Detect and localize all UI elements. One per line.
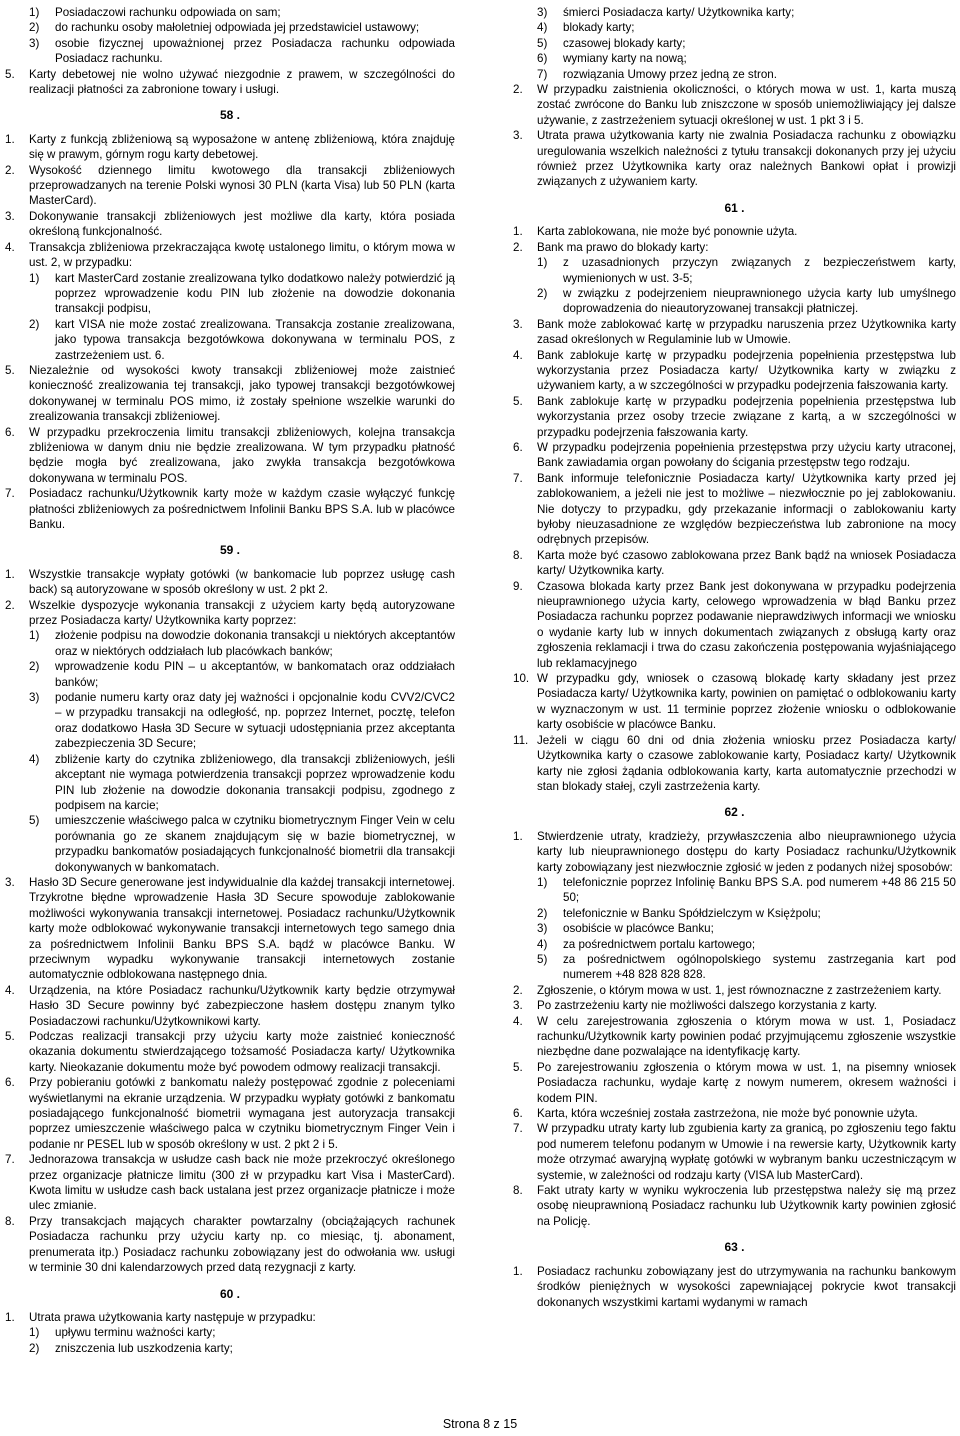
numbered-paragraph <box>513 671 956 733</box>
numbered-paragraph <box>5 1310 455 1325</box>
item-number: 5) <box>29 814 40 828</box>
numbered-paragraph <box>5 486 455 532</box>
sub-item <box>5 628 455 659</box>
section-heading: 61 . <box>724 200 745 215</box>
item-number: 7. <box>513 1122 523 1136</box>
item-number: 3) <box>29 691 40 705</box>
item-text: W przypadku gdy, wniosek o czasową blokadę karty składany jest przez Posiadacza karty/ Użytkownika karty, powinien on pamiętać o odblokowaniu karty w wyznaczonym w ust. 11 terminie poprzez złożenie wniosku o odblokowanie karty osobiście w placówce Banku. <box>537 672 956 732</box>
item-text: złożenie podpisu na dowodzie dokonania transakcji u niektórych akceptantów oraz w niektórych oddziałach lub placówkach banków; <box>55 629 455 658</box>
item-text: blokady karty; <box>563 21 635 35</box>
item-text: Czasowa blokada karty przez Bank jest dokonywana w przypadku podejrzenia nieuprawnionego użycia karty, celowego wprowadzenia w błąd Banku przez Posiadacza rachunku poprzez podawanie nieprawdziwych informacji we wniosku o wydanie karty lub w innych dokumentach związanych z obsługą karty oraz zgłoszenia reklamacji i trwa do czasu zakończenia postępowania wyjaśniającego lub reklamacyjnego <box>537 579 956 670</box>
numbered-paragraph <box>5 163 455 209</box>
item-number: 7. <box>513 471 523 485</box>
page-footer: Strona 8 z 15 <box>442 1417 518 1431</box>
sub-item <box>5 690 455 752</box>
section-heading: 59 . <box>219 543 240 558</box>
numbered-paragraph <box>5 983 455 1029</box>
item-text: Bank zablokuje kartę w przypadku podejrzenia popełnienia przestępstwa lub wykorzystania przez osoby trzecie związane z kartą, a w szczególności w przypadku podejrzenia fałszowania karty. <box>537 394 956 439</box>
item-number: 1. <box>5 132 15 146</box>
numbered-paragraph <box>513 128 956 190</box>
item-text: Bank ma prawo do blokady karty: <box>537 240 709 254</box>
numbered-paragraph <box>5 1029 455 1075</box>
numbered-paragraph <box>5 67 455 98</box>
numbered-paragraph <box>513 317 956 348</box>
numbered-paragraph <box>5 425 455 487</box>
item-number: 8. <box>513 548 523 562</box>
left-column <box>5 5 455 1405</box>
item-text: Bank może zablokować kartę w przypadku naruszenia przez Użytkownika karty zasad określonych w Regulaminie lub w Umowie. <box>537 317 956 347</box>
item-text: z uzasadnionych przyczyn związanych z bezpieczeństwem karty, wymienionych w ust. 3-5; <box>563 256 956 285</box>
item-text: telefonicznie w Banku Spółdzielczym w Księżpolu; <box>563 906 821 920</box>
item-number: 1) <box>537 256 548 270</box>
item-number: 3. <box>513 129 523 143</box>
numbered-paragraph <box>513 1264 956 1310</box>
item-text: Przy pobieraniu gotówki z bankomatu należy postępować zgodnie z poleceniami wyświetlanymi na ekranie urządzenia. W przypadku wypłaty gotówki z bankomatu posiadającego funkcjonalność biometrii wymagana jest autoryzacja transakcji poprzez umieszczenie właściwego palca w czytniku biometrycznym Finger Vein i podanie nr PESEL lub w sposób określony w ust. 2 pkt 2 i 5. <box>29 1076 455 1151</box>
item-text: Bank zablokuje kartę w przypadku podejrzenia popełnienia przestępstwa lub wykorzystania przez Posiadacza karty/ Użytkownika karty w związku z używaniem karty, a w szczególności w przypadku podejrzenia fałszowania karty. <box>537 348 956 393</box>
numbered-paragraph <box>5 132 455 163</box>
numbered-paragraph <box>5 240 455 271</box>
item-number: 11. <box>513 733 529 747</box>
item-number: 5. <box>513 1060 523 1074</box>
numbered-paragraph <box>513 240 956 255</box>
item-number: 2) <box>29 1341 40 1355</box>
item-number: 10. <box>513 672 530 686</box>
item-text: podanie numeru karty oraz daty jej ważności i opcjonalnie kodu CVV2/CVC2 – w przypadku transakcji na odległość, np. poprzez Internet, pocztę, telefon oraz dodatkowo Hasła 3D Secure w sytuacji udostępniania przez akceptanta zabezpieczenia 3D Secure; <box>55 691 455 751</box>
numbered-paragraph <box>513 548 956 579</box>
section-heading: 63 . <box>724 1240 745 1255</box>
item-text: Posiadacz rachunku/Użytkownik karty może w każdym czasie wyłączyć funkcję płatności zbliżeniowych za pośrednictwem Infolinii Banku BPS S.A. lub w placówce Banku. <box>29 487 455 531</box>
item-number: 6) <box>537 52 548 66</box>
item-number: 2) <box>29 21 40 35</box>
item-number: 4) <box>29 752 40 766</box>
item-text: Karty debetowej nie wolno używać niezgodnie z prawem, w szczególności do realizacji płatności za zabronione towary i usługi. <box>29 67 455 97</box>
numbered-paragraph <box>513 829 956 875</box>
sub-item <box>5 1325 455 1340</box>
item-number: 7. <box>5 1153 15 1167</box>
numbered-paragraph <box>513 471 956 548</box>
item-text: W przypadku utraty karty lub zgubienia karty za granicą, po zgłoszeniu tego faktu pod numerem telefonu podanym w Umowie i na rewersie karty, Użytkownik karty może otrzymać awaryjną wypłatę gotówki w wybranym banku uczestniczącym w systemie, w zależności od rodzaju karty (VISA lub MasterCard). <box>537 1122 956 1182</box>
item-text: telefonicznie poprzez Infolinię Banku BPS S.A. pod numerem +48 86 215 50 50; <box>563 875 956 905</box>
item-number: 4. <box>5 240 15 254</box>
item-text: za pośrednictwem ogólnopolskiego systemu zastrzegania kart pod numerem +48 828 828 828. <box>563 952 956 982</box>
numbered-paragraph <box>513 983 956 998</box>
item-number: 2. <box>513 983 523 997</box>
numbered-paragraph <box>513 224 956 239</box>
item-number: 2) <box>537 906 548 920</box>
section-heading: 62 . <box>724 805 745 820</box>
item-text: Wszelkie dyspozycje wykonania transakcji z użyciem karty będą autoryzowane przez Posiadacza karty/ Użytkownika karty poprzez: <box>29 598 455 628</box>
item-number: 3. <box>513 317 523 331</box>
item-text: Fakt utraty karty w wyniku wykroczenia lub przestępstwa należy się mą przez osobę nieuprawnioną Posiadacz rachunku lub Użytkownik karty powinien zgłosić na Policję. <box>537 1184 956 1228</box>
item-text: osobiście w placówce Banku; <box>563 922 714 936</box>
item-number: 6. <box>5 425 15 439</box>
item-number: 5) <box>537 952 548 966</box>
sub-item <box>513 36 956 51</box>
item-text: Utrata prawa użytkowania karty następuje w przypadku: <box>29 1310 316 1324</box>
item-text: W przypadku podejrzenia popełnienia przestępstwa przy użyciu karty utraconej, Bank zawiadamia organ powołany do ścigania przestępstw tego rodzaju. <box>537 440 956 470</box>
item-number: 2. <box>513 240 523 254</box>
sub-item <box>513 921 956 936</box>
numbered-paragraph <box>513 1014 956 1060</box>
item-text: śmierci Posiadacza karty/ Użytkownika karty; <box>563 6 795 19</box>
item-number: 8. <box>5 1214 15 1228</box>
item-number: 2) <box>537 286 548 300</box>
numbered-paragraph <box>513 1060 956 1106</box>
item-number: 6. <box>513 1107 523 1121</box>
item-text: Karta zablokowana, nie może być ponownie użyta. <box>537 225 798 239</box>
item-number: 1. <box>513 225 523 239</box>
sub-item <box>513 51 956 66</box>
item-number: 5. <box>513 394 523 408</box>
item-text: Niezależnie od wysokości kwoty transakcji zbliżeniowej może zaistnieć konieczność zrealizowania tej transakcji, jako typowej transakcji bezgotówkowej dokonywanej w terminalu POS mimo, iż zostały spełnione wszelkie warunki do zrealizowania transakcji zbliżeniowej. <box>29 363 455 424</box>
numbered-paragraph <box>513 1121 956 1183</box>
item-text: Podczas realizacji transakcji przy użyciu karty może zaistnieć konieczność okazania dokumentu stwierdzającego tożsamość Posiadacza karty/ Użytkownika karty. Nieokazanie dokumentu może być powodem odmowy realizacji transakcji. <box>29 1030 455 1074</box>
item-number: 5. <box>5 1030 15 1043</box>
item-number: 3) <box>537 6 548 19</box>
item-text: W celu zarejestrowania zgłoszenia o którym mowa w ust. 1, Posiadacz rachunku/Użytkownik karty powinien podać przyjmującemu zgłoszenie wszystkie niezbędne dane pozwalające na identyfikację karty. <box>537 1014 956 1059</box>
item-text: Hasło 3D Secure generowane jest indywidualnie dla każdej transakcji internetowej. Trzykrotne błędne wprowadzenie Hasła 3D Secure spowoduje zablokowanie możliwości wykonywania transakcji internetowej. Posiadacz rachunku/Użytkownik karty może odblokować wykonywanie transakcji internetowych tego samego dnia za pośrednictwem Infolinii Banku BPS S.A. bądź w placówce Banku. W przeciwnym wypadku wykonywanie transakcji internetowych zostanie automatycznie odblokowana następnego dnia. <box>29 875 455 982</box>
item-text: Stwierdzenie utraty, kradzieży, przywłaszczenia albo nieuprawnionego użycia karty lub nieuprawnionego dostępu do karty Posiadacz rachunku/Użytkownik karty zobowiązany jest niezwłocznie zgłosić w jeden z podanych niżej sposobów: <box>537 829 956 874</box>
item-text: rozwiązania Umowy przez jedną ze stron. <box>563 67 777 81</box>
item-text: w związku z podejrzeniem nieuprawnionego użycia karty lub umyślnego doprowadzenia do nieautoryzowanej transakcji płatniczej. <box>563 286 956 316</box>
sub-item <box>5 752 455 814</box>
item-text: zniszczenia lub uszkodzenia karty; <box>55 1341 233 1355</box>
right-column <box>513 5 956 1405</box>
item-number: 2. <box>5 598 15 612</box>
item-number: 1. <box>513 1264 523 1278</box>
item-text: Wysokość dziennego limitu kwotowego dla transakcji zbliżeniowych przeprowadzanych na terenie Polski wynosi 30 PLN (karta Visa) lub 50 PLN (karta MasterCard). <box>29 163 455 208</box>
item-number: 1. <box>513 829 523 843</box>
item-text: Dokonywanie transakcji zbliżeniowych jest możliwe dla karty, która posiada określoną funkcjonalność. <box>29 209 455 239</box>
numbered-paragraph <box>513 82 956 128</box>
sub-item <box>513 952 956 983</box>
item-text: osobie fizycznej upoważnionej przez Posiadacza rachunku odpowiada Posiadacz rachunku. <box>55 36 455 66</box>
item-text: Przy transakcjach mających charakter powtarzalny (obciążających rachunek Posiadacza rachunku przy użyciu karty np. co miesiąc, tj. abonament, prenumerata itp.) Posiadacz rachunku zobowiązany jest do odwołania ww. usługi w terminie 30 dni kalendarzowych przed datą rezygnacji z karty. <box>29 1214 455 1275</box>
sub-item <box>5 1341 455 1356</box>
item-text: czasowej blokady karty; <box>563 36 686 50</box>
item-number: 3. <box>5 875 15 889</box>
sub-item <box>513 20 956 35</box>
item-text: Transakcja zbliżeniowa przekraczająca kwotę ustalonego limitu, o którym mowa w ust. 2, w przypadku: <box>29 240 455 270</box>
item-text: Jeżeli w ciągu 60 dni od dnia złożenia wniosku przez Posiadacza karty/ Użytkownika karty o czasowe zablokowanie karty, Posiadacz karty/ Użytkownik karty nie zgłosi żądania odblokowania karty, karta automatycznie przechodzi w stan blokady stałej, czyli zastrzeżenia karty. <box>537 733 956 793</box>
numbered-paragraph <box>513 998 956 1013</box>
item-text: Po zastrzeżeniu karty nie możliwości dalszego korzystania z karty. <box>537 999 877 1013</box>
item-text: zbliżenie karty do czytnika zbliżeniowego, dla transakcji zbliżeniowych, jeśli akceptant nie wymaga potwierdzenia transakcji poprzez wprowadzenie kodu PIN lub złożenie na dowodzie dokonania transakcji podpisu, zgodnego z podpisem na karcie; <box>55 752 455 812</box>
item-text: Jednorazowa transakcja w usłudze cash back nie może przekroczyć określonego przez organizacje płatnicze limitu (300 zł w przypadku kart Visa i MasterCard). Kwota limitu w usłudze cash back ustalana jest przez organizacje płatnicze i może ulec zmianie. <box>29 1153 455 1213</box>
item-number: 7. <box>5 487 15 501</box>
item-number: 2. <box>513 83 523 97</box>
item-text: W przypadku przekroczenia limitu transakcji zbliżeniowych, kolejna transakcja zbliżeniowa w danym dniu nie będzie zrealizowana. W tym przypadku płatność będzie mogła być zrealizowana, jako zwykła transakcja bezgotówkowa dokonywana w terminalu POS. <box>29 425 455 485</box>
numbered-paragraph <box>513 1183 956 1229</box>
numbered-paragraph <box>513 579 956 671</box>
sub-item <box>513 286 956 317</box>
item-text: kart MasterCard zostanie zrealizowana tylko dodatkowo należy potwierdzić ją poprzez wprowadzenie kodu PIN lub złożenie na dowodzie dokonania transakcji podpisu, <box>55 271 455 316</box>
item-text: Urządzenia, na które Posiadacz rachunku/Użytkownik karty będzie otrzymywał Hasło 3D Secure powinny być zabezpieczone hasłem dostępu znanym tylko Posiadaczowi rachunku/Użytkownikowi karty. <box>29 983 455 1028</box>
item-number: 1. <box>5 567 15 581</box>
item-text: za pośrednictwem portalu kartowego; <box>563 937 756 951</box>
item-text: wymiany karty na nową; <box>563 52 687 66</box>
item-text: Utrata prawa użytkowania karty nie zwalnia Posiadacza rachunku z obowiązku uregulowania wszelkich należności z tytułu transakcji dokonanych przy jej użyciu również przez Użytkownika karty oraz należnych Bankowi opłat i prowizji związanych z używaniem karty. <box>537 129 956 189</box>
numbered-paragraph <box>5 875 455 983</box>
numbered-paragraph <box>5 598 455 629</box>
numbered-paragraph <box>513 1106 956 1121</box>
item-number: 3) <box>537 922 548 936</box>
item-number: 8. <box>513 1184 523 1198</box>
item-number: 1) <box>29 1326 40 1340</box>
item-number: 1) <box>29 6 40 19</box>
numbered-paragraph <box>5 1152 455 1214</box>
item-text: Zgłoszenie, o którym mowa w ust. 1, jest równoznaczne z zastrzeżeniem karty. <box>537 983 942 997</box>
item-number: 9. <box>513 579 523 593</box>
item-number: 4. <box>5 983 15 997</box>
sub-item <box>5 659 455 690</box>
sub-item <box>513 67 956 82</box>
item-number: 1. <box>5 1310 15 1324</box>
sub-item <box>5 317 455 363</box>
sub-item <box>5 5 455 20</box>
sub-item <box>513 875 956 906</box>
item-text: Karta, która wcześniej została zastrzeżona, nie może być ponownie użyta. <box>537 1107 918 1121</box>
numbered-paragraph <box>5 567 455 598</box>
item-text: wprowadzenie kodu PIN – u akceptantów, w bankomatach oraz oddziałach banków; <box>55 660 455 689</box>
numbered-paragraph <box>513 733 956 795</box>
item-text: Bank informuje telefonicznie Posiadacza karty/ Użytkownika karty przed jej zablokowaniem, a jeżeli nie jest to możliwe – niezwłocznie po jej zablokowaniu. Nie dotyczy to przypadku, gdy przekazanie informacji o zablokowaniu karty byłoby nieuzasadnione ze względów bezpieczeństwa lub zabronione na mocy odrębnych przepisów. <box>537 471 956 547</box>
item-number: 2) <box>29 660 40 674</box>
item-text: Karty z funkcją zbliżeniową są wyposażone w antenę zbliżeniową, która znajduję się w prawym, górnym rogu karty debetowej. <box>29 132 455 162</box>
item-number: 2) <box>29 317 40 331</box>
item-number: 7) <box>537 67 548 81</box>
numbered-paragraph <box>5 1075 455 1152</box>
item-text: Posiadacz rachunku zobowiązany jest do utrzymywania na rachunku bankowym środków pieniężnych w wysokości zapewniającej pokrycie kwot transakcji dokonanych wszystkimi kartami wydanymi w ramach <box>537 1264 956 1309</box>
sub-item <box>5 271 455 317</box>
item-number: 1) <box>29 629 40 643</box>
item-number: 4. <box>513 348 523 362</box>
numbered-paragraph <box>5 1214 455 1276</box>
item-number: 6. <box>513 440 523 454</box>
numbered-paragraph <box>513 348 956 394</box>
item-text: Po zarejestrowaniu zgłoszenia o którym mowa w ust. 1, na pisemny wniosek Posiadacza rachunku, wydaje kartę z nowym numerem, okresem ważności i kodem PIN. <box>537 1060 956 1105</box>
item-number: 5) <box>537 36 548 50</box>
numbered-paragraph <box>513 394 956 440</box>
sub-item <box>513 937 956 952</box>
sub-item <box>513 906 956 921</box>
item-number: 6. <box>5 1076 15 1090</box>
sub-item <box>5 20 455 35</box>
item-number: 2. <box>5 163 15 177</box>
numbered-paragraph <box>5 363 455 425</box>
item-text: umieszczenie właściwego palca w czytniku biometrycznym Finger Vein w celu porównania go ze skanem znajdującym się w bazie biometrycznej, w przypadku bankomatów posiadających funkcjonalność biometrii dla transakcji dokonywanych w bankomatach. <box>55 814 455 874</box>
sub-item <box>5 813 455 875</box>
item-text: Wszystkie transakcje wypłaty gotówki (w bankomacie lub poprzez usługę cash back) są autoryzowane w sposób określony w ust. 2 pkt 2. <box>29 567 455 597</box>
item-number: 1) <box>29 271 40 285</box>
item-number: 3. <box>5 209 15 223</box>
item-number: 5. <box>5 67 15 81</box>
item-text: do rachunku osoby małoletniej odpowiada jej przedstawiciel ustawowy; <box>55 21 420 35</box>
sub-item <box>5 36 455 67</box>
item-number: 4) <box>537 21 548 35</box>
item-text: upływu terminu ważności karty; <box>55 1326 216 1340</box>
item-number: 3) <box>29 36 40 50</box>
item-text: Karta może być czasowo zablokowana przez Bank bądź na wniosek Posiadacza karty/ Użytkownika karty. <box>537 548 956 578</box>
numbered-paragraph <box>5 209 455 240</box>
sub-item <box>513 5 956 20</box>
item-number: 3. <box>513 999 523 1013</box>
section-heading: 58 . <box>219 108 240 123</box>
item-text: W przypadku zaistnienia okoliczności, o których mowa w ust. 1, karta muszą zostać zwrócone do Banku lub zniszczone w sposób uniemożliwiający jej dalsze używanie, z zastrzeżeniem sytuacji określonej w ust. 1 pkt 3 i 5. <box>537 83 956 127</box>
numbered-paragraph <box>513 440 956 471</box>
section-heading: 60 . <box>219 1286 240 1301</box>
item-number: 1) <box>537 875 548 889</box>
sub-item <box>513 255 956 286</box>
item-text: Posiadaczowi rachunku odpowiada on sam; <box>55 6 281 19</box>
item-number: 4) <box>537 937 548 951</box>
item-number: 5. <box>5 363 15 377</box>
item-number: 4. <box>513 1014 523 1028</box>
item-text: kart VISA nie może zostać zrealizowana. Transakcja zostanie zrealizowana, jako typowa transakcja bezgotówkowa dokonywana w terminalu POS, z zastrzeżeniem ust. 6. <box>55 317 455 362</box>
